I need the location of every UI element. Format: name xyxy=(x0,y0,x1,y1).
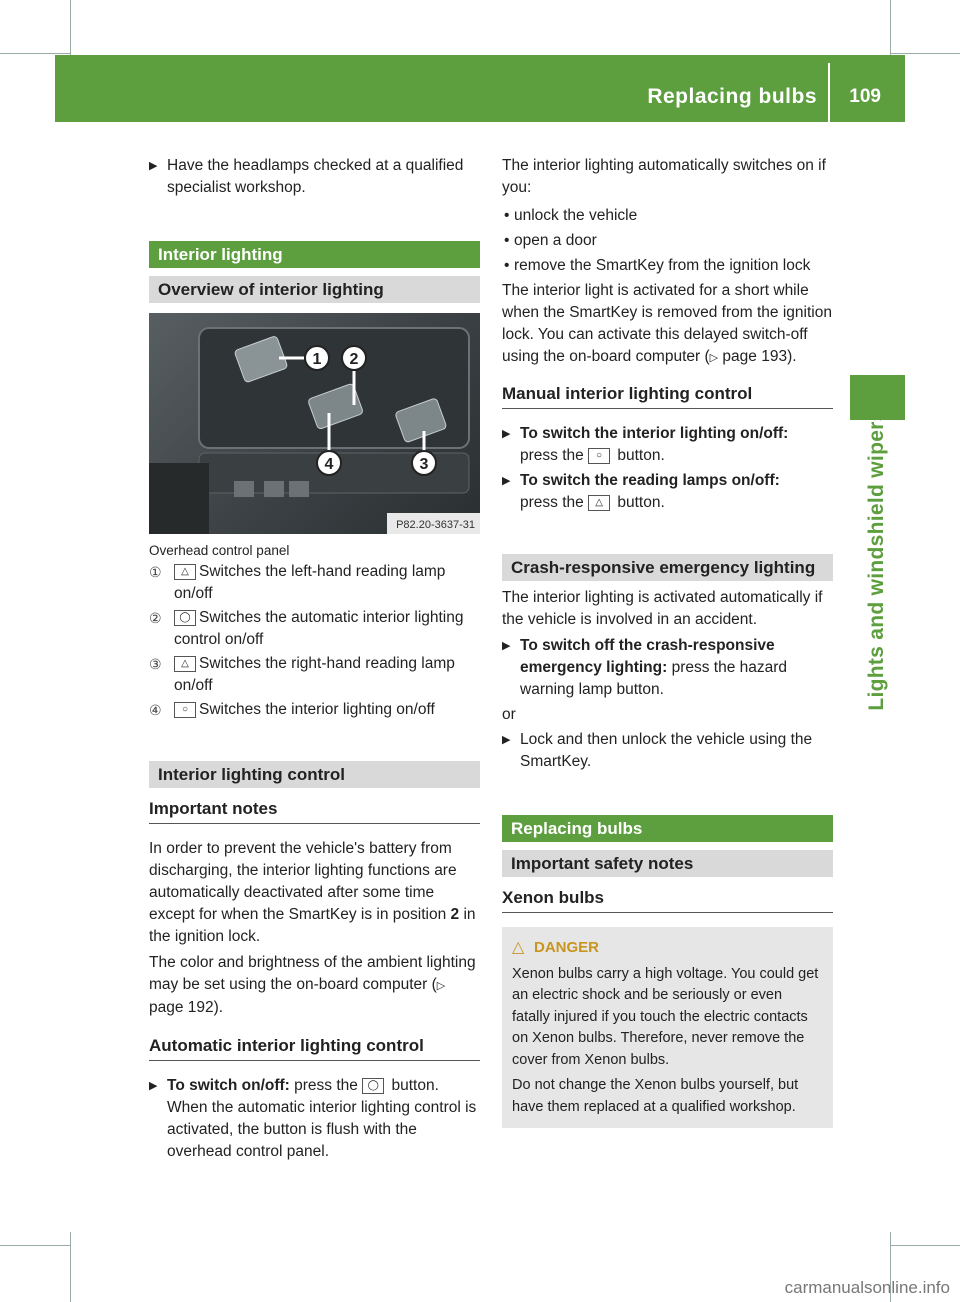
legend-item: ③ △ Switches the right-hand reading lamp on/off xyxy=(149,655,455,694)
page-ref-arrow-icon: ▷ xyxy=(709,352,719,364)
instruction-step: ▶ To switch off the crash-responsive emergency lighting: press the hazard warning lamp button. xyxy=(502,637,788,698)
heading: Xenon bulbs xyxy=(502,887,833,913)
instruction-step: ▶ Have the headlamps checked at a qualified specialist workshop. xyxy=(149,157,464,196)
bullet-item: • unlock the vehicle xyxy=(504,207,638,224)
header-divider xyxy=(828,63,830,122)
crop-mark xyxy=(890,1245,960,1246)
arrow-icon: ▶ xyxy=(149,1080,158,1092)
paragraph: or xyxy=(502,706,516,723)
danger-box xyxy=(502,927,833,1128)
crop-mark xyxy=(0,53,70,54)
interior-light-icon: ○ xyxy=(174,702,196,718)
heading: Important notes xyxy=(149,798,480,824)
legend-item: ④ ○ Switches the interior lighting on/off xyxy=(149,699,480,721)
photo-illustration xyxy=(149,313,480,534)
subsection-heading: Crash-responsive emergency lighting xyxy=(502,554,833,581)
danger-text: Do not change the Xenon bulbs yourself, but have them replaced at a qualified workshop. xyxy=(512,1077,799,1115)
heading: Automatic interior lighting control xyxy=(149,1035,480,1061)
legend-number: ① xyxy=(149,564,162,580)
paragraph: The interior light is activated for a short while when the SmartKey is removed from the ignition lock. You can activate this delayed switch-off using the on-board computer (▷ page 193). xyxy=(502,282,832,365)
photo-code: P82.20-3637-31 xyxy=(396,519,475,531)
subsection-heading: Important safety notes xyxy=(502,850,833,877)
arrow-icon: ▶ xyxy=(502,734,511,746)
callout-label: 2 xyxy=(349,351,359,368)
instruction-step: ▶ To switch on/off: press the ◯ button. When the automatic interior lighting control is activated, the button is flush with the overhead control panel. xyxy=(149,1077,477,1160)
section-heading: Interior lighting xyxy=(149,241,480,268)
instruction-step: ▶ To switch the reading lamps on/off: press the △ button. xyxy=(502,472,780,511)
arrow-icon: ▶ xyxy=(149,160,158,172)
paragraph: In order to prevent the vehicle's battery from discharging, the interior lighting functions are automatically deactivated after some time except for when the SmartKey is in position 2 in the ignition lock. xyxy=(149,840,476,945)
section-title: Replacing bulbs xyxy=(647,85,817,108)
watermark: carmanualsonline.info xyxy=(784,1278,950,1297)
paragraph: The color and brightness of the ambient lighting may be set using the on-board computer (▷ page 192). xyxy=(149,954,476,1016)
photo-caption: Overhead control panel xyxy=(149,543,290,558)
crop-mark xyxy=(890,53,960,54)
arrow-icon: ▶ xyxy=(502,475,511,487)
bullet-item: • open a door xyxy=(504,232,597,249)
legend-number: ③ xyxy=(149,656,162,672)
arrow-icon: ▶ xyxy=(502,640,511,652)
page-ref-arrow-icon: ▷ xyxy=(436,980,446,992)
page-number: 109 xyxy=(849,86,881,107)
subsection-heading: Overview of interior lighting xyxy=(149,276,480,303)
paragraph: The interior lighting automatically switches on if you: xyxy=(502,157,826,196)
crop-mark xyxy=(70,1232,71,1302)
legend-item: ② ◯ Switches the automatic interior lighting control on/off xyxy=(149,609,464,648)
reading-lamp-icon: △ xyxy=(174,656,196,672)
legend-item: ① △ Switches the left-hand reading lamp on/off xyxy=(149,563,446,602)
legend-number: ② xyxy=(149,610,162,626)
auto-off-icon: ◯ xyxy=(174,610,196,626)
instruction-step: ▶ To switch the interior lighting on/off: press the ○ button. xyxy=(502,425,789,464)
crop-mark xyxy=(0,1245,70,1246)
callout-label: 3 xyxy=(419,456,429,473)
left-column xyxy=(149,155,480,1163)
heading: Manual interior lighting control xyxy=(502,383,833,409)
auto-off-icon: ◯ xyxy=(362,1078,384,1094)
legend-number: ④ xyxy=(149,702,162,718)
danger-text: Xenon bulbs carry a high voltage. You could get an electric shock and be seriously or even fatally injured if you touch the electric contacts on Xenon bulbs. Therefore, never remove the cover from Xenon bulbs. xyxy=(512,965,819,1068)
danger-header: △ DANGER xyxy=(512,937,823,960)
reading-lamp-icon: △ xyxy=(588,495,610,511)
page-header xyxy=(55,55,905,122)
interior-light-icon: ○ xyxy=(588,448,610,464)
section-heading: Replacing bulbs xyxy=(502,815,833,842)
arrow-icon: ▶ xyxy=(502,428,511,440)
callout-label: 4 xyxy=(324,456,334,473)
paragraph: The interior lighting is activated automatically if the vehicle is involved in an accident. xyxy=(502,589,823,628)
subsection-heading: Interior lighting control xyxy=(149,761,480,788)
right-column xyxy=(502,155,833,1128)
reading-lamp-icon: △ xyxy=(174,564,196,580)
instruction-step: ▶ Lock and then unlock the vehicle using the SmartKey. xyxy=(502,731,813,770)
warning-triangle-icon: △ xyxy=(512,939,525,956)
overhead-panel-photo xyxy=(149,313,480,534)
side-tab-label: Lights and windshield wipers xyxy=(865,409,888,711)
callout-label: 1 xyxy=(312,351,322,368)
bullet-item: • remove the SmartKey from the ignition lock xyxy=(504,257,811,274)
